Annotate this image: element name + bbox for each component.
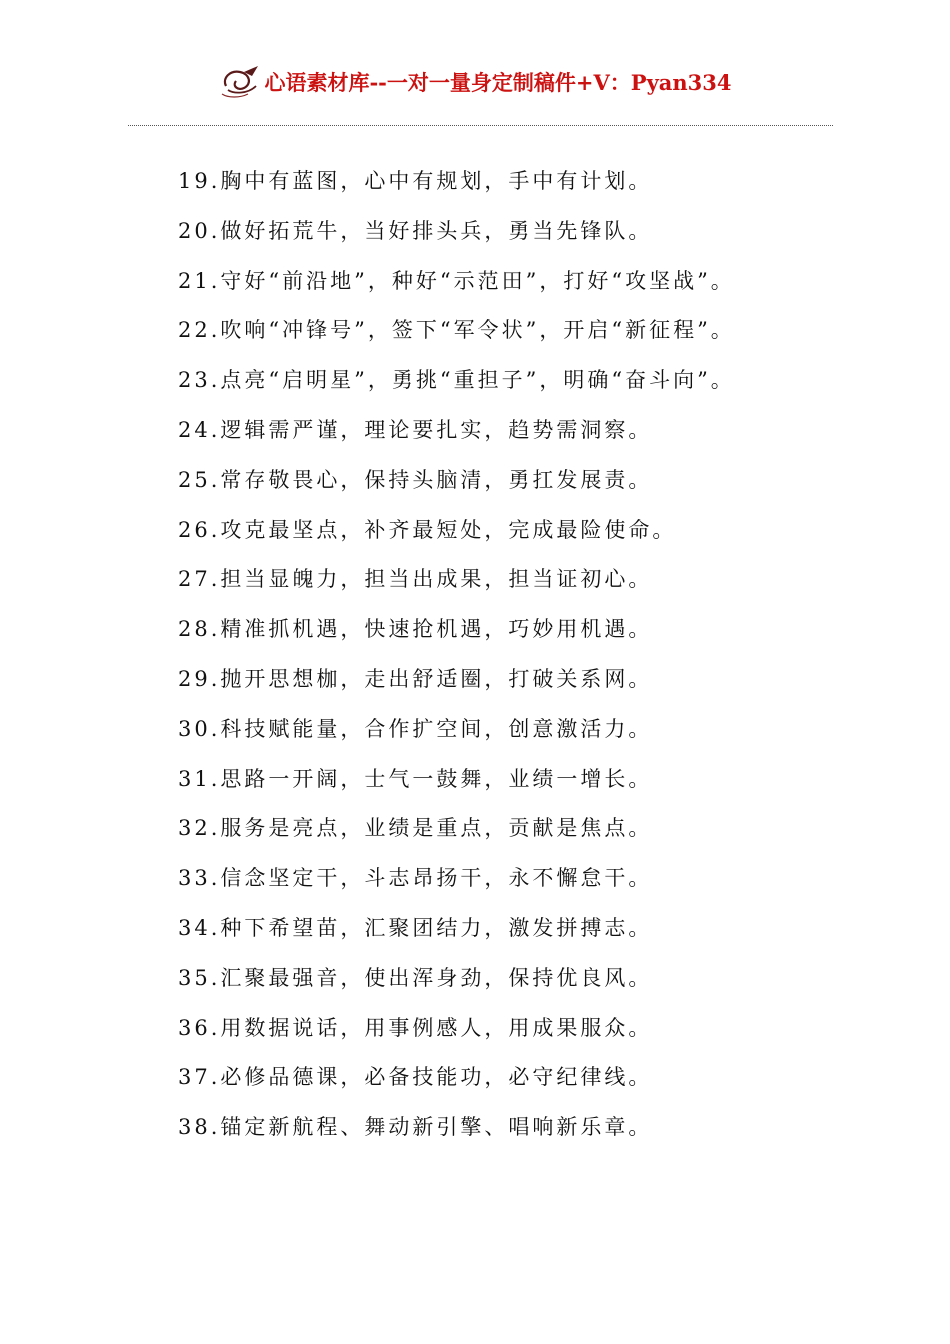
list-item: 31.思路一开阔，士气一鼓舞，业绩一增长。 (178, 766, 653, 791)
list-item: 27.担当显魄力，担当出成果，担当证初心。 (178, 567, 653, 592)
header-banner-text (264, 67, 731, 97)
list-item: 28.精准抓机遇，快速抢机遇，巧妙用机遇。 (178, 617, 653, 642)
header-separator: -- (369, 70, 387, 95)
header-contact: Pyan334 (630, 70, 732, 95)
list-item: 26.攻克最坚点，补齐最短处，完成最险使命。 (178, 517, 677, 542)
list-item: 32.服务是亮点，业绩是重点，贡献是焦点。 (178, 816, 653, 841)
slogan-list (178, 169, 838, 1178)
list-item: 23.点亮“启明星”，勇挑“重担子”，明确“奋斗向”。 (178, 368, 735, 393)
page-header (0, 62, 950, 102)
list-item: 34.种下希望苗，汇聚团结力，激发拼搏志。 (178, 915, 653, 940)
pen-swirl-logo-icon (218, 64, 264, 100)
brand-name: 心语素材库 (264, 70, 370, 95)
list-item: 30.科技赋能量，合作扩空间，创意激活力。 (178, 716, 653, 741)
list-item: 35.汇聚最强音，使出浑身劲，保持优良风。 (178, 965, 653, 990)
header-tagline: 一对一量身定制稿件+V： (386, 70, 631, 95)
list-item: 19.胸中有蓝图，心中有规划，手中有计划。 (178, 169, 653, 193)
list-item: 22.吹响“冲锋号”，签下“军令状”，开启“新征程”。 (178, 318, 735, 343)
list-item: 38.锚定新航程、舞动新引擎、唱响新乐章。 (178, 1115, 653, 1140)
list-item: 21.守好“前沿地”，种好“示范田”，打好“攻坚战”。 (178, 268, 735, 293)
header-divider (128, 125, 833, 126)
list-item: 36.用数据说话，用事例感人，用成果服众。 (178, 1015, 653, 1040)
list-item: 24.逻辑需严谨，理论要扎实，趋势需洞察。 (178, 417, 653, 442)
list-item: 33.信念坚定干，斗志昂扬干，永不懈怠干。 (178, 866, 653, 891)
list-item: 37.必修品德课，必备技能功，必守纪律线。 (178, 1065, 653, 1090)
list-item: 20.做好拓荒牛，当好排头兵，勇当先锋队。 (178, 218, 653, 243)
list-item: 29.抛开思想枷，走出舒适圈，打破关系网。 (178, 666, 653, 691)
list-item: 25.常存敬畏心，保持头脑清，勇扛发展责。 (178, 467, 653, 492)
